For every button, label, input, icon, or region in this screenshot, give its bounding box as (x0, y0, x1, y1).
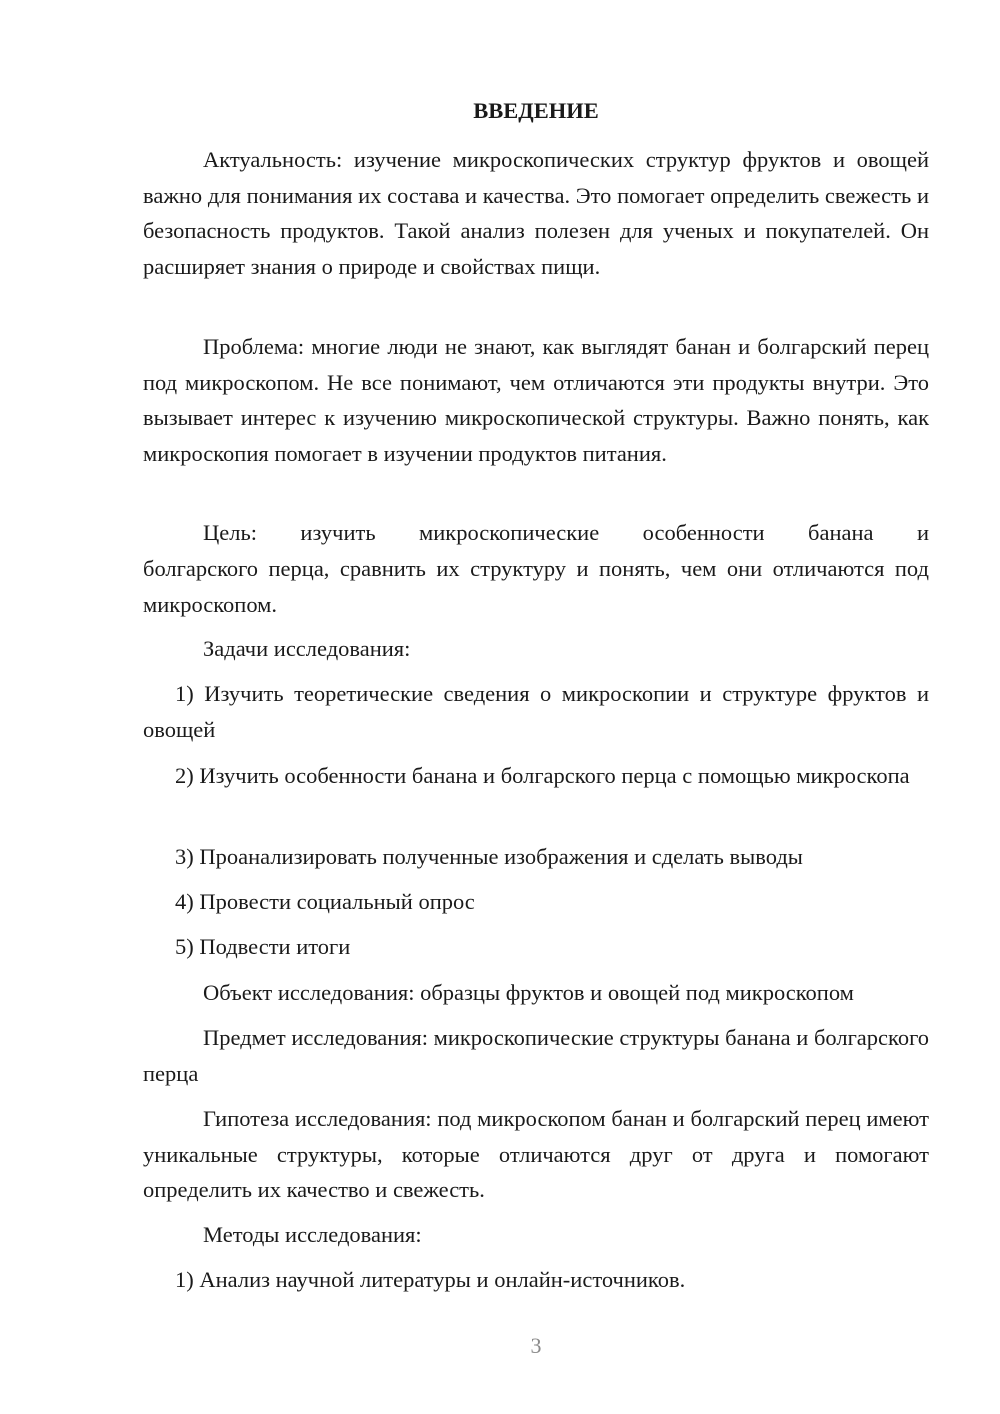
relevance-paragraph: Актуальность: изучение микроскопических структур фруктов и овощей важно для понимания их состава и качества. Это помогает определить свежесть и безопасность продуктов. Такой анализ полезен для ученых и покупателей. Он расширяет знания о природе и свойствах пищи. (143, 147, 929, 279)
goal-paragraph-rest: болгарского перца, сравнить их структуру и понять, чем они отличаются под микроскопом. (143, 556, 929, 617)
object-paragraph: Объект исследования: образцы фруктов и овощей под микроскопом (203, 980, 854, 1005)
page-number: 3 (530, 1333, 542, 1358)
tasks-title: Задачи исследования: (203, 636, 411, 661)
goal-paragraph-line1: Цель: изучить микроскопические особенности банана и (203, 520, 929, 545)
problem-paragraph: Проблема: многие люди не знают, как выглядят банан и болгарский перец под микроскопом. Не все понимают, чем отличаются эти продукты внутри. Это вызывает интерес к изучению микроскопической структуры. Важно понять, как микроскопия помогает в изучении продуктов питания. (143, 334, 929, 466)
hypothesis-paragraph: Гипотеза исследования: под микроскопом банан и болгарский перец имеют уникальные структуры, которые отличаются друг от друга и помогают определить их качество и свежесть. (143, 1106, 929, 1202)
task-item-2: 2) Изучить особенности банана и болгарского перца с помощью микроскопа (175, 763, 910, 788)
subject-paragraph: Предмет исследования: микроскопические структуры банана и болгарского перца (143, 1025, 929, 1086)
method-item-1: 1) Анализ научной литературы и онлайн-источников. (175, 1267, 686, 1292)
methods-title: Методы исследования: (203, 1222, 422, 1247)
task-item-3: 3) Проанализировать полученные изображения и сделать выводы (175, 844, 803, 869)
task-item-1: 1) Изучить теоретические сведения о микроскопии и структуре фруктов и овощей (143, 681, 929, 742)
section-heading: ВВЕДЕНИЕ (473, 98, 599, 123)
task-item-4: 4) Провести социальный опрос (175, 889, 475, 914)
task-item-5: 5) Подвести итоги (175, 934, 351, 959)
